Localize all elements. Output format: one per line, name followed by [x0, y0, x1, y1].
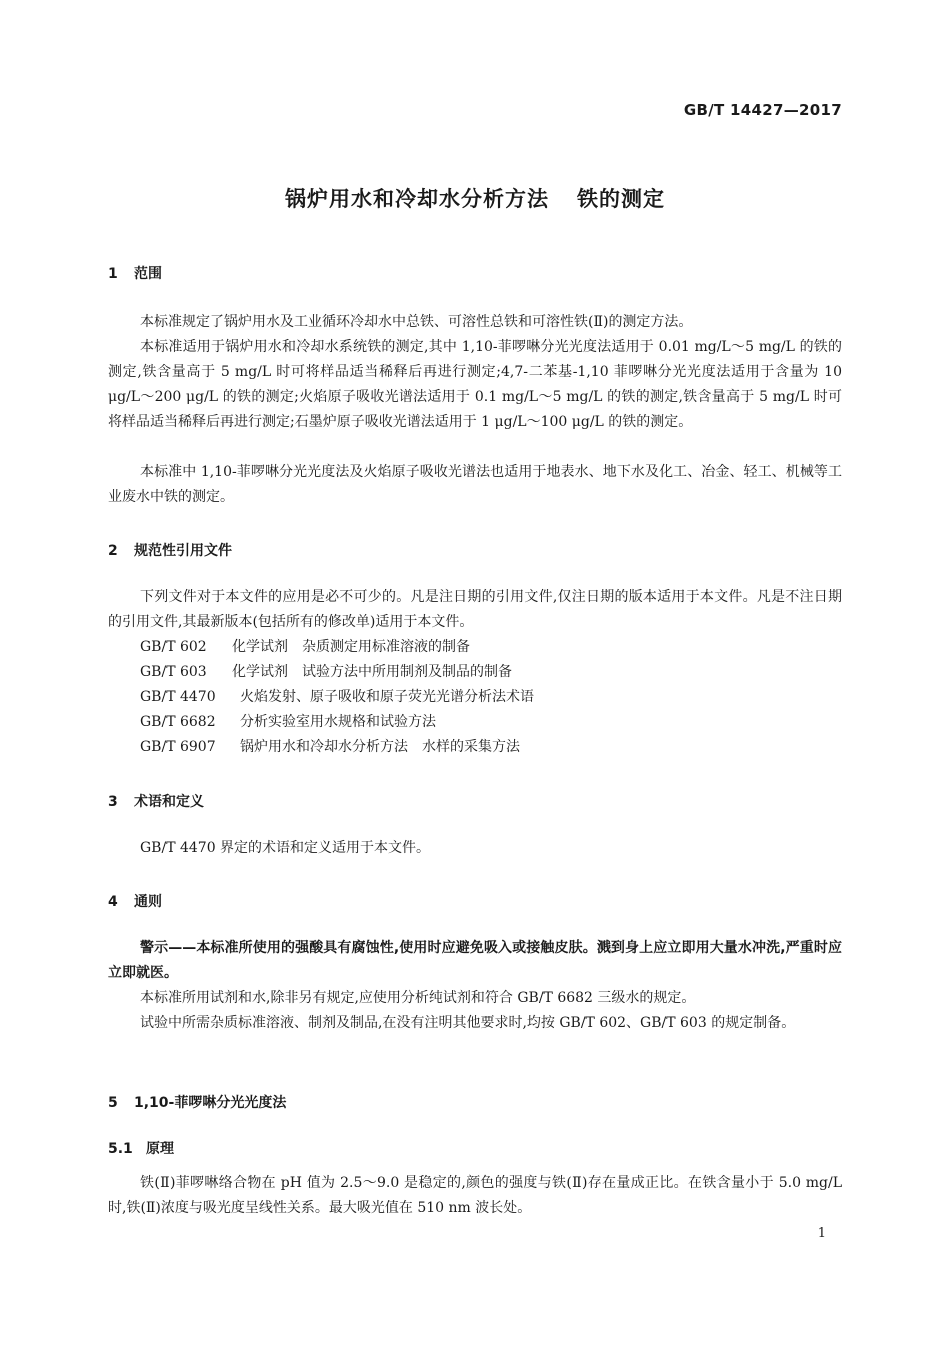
page-number: 1 — [817, 1226, 826, 1241]
section-title: 1,10-菲啰啉分光光度法 — [134, 1095, 287, 1111]
reference-item — [140, 710, 436, 735]
reference-item — [140, 660, 512, 685]
section-4-heading — [108, 891, 162, 911]
reference-title: 分析实验室用水规格和试验方法 — [240, 714, 436, 730]
standard-code: GB/T 14427—2017 — [683, 101, 842, 119]
section-1-para-1: 本标准规定了锅炉用水及工业循环冷却水中总铁、可溶性总铁和可溶性铁(Ⅱ)的测定方法。 — [140, 314, 693, 330]
section-2-heading — [108, 540, 232, 560]
section-3-heading — [108, 791, 204, 811]
subsection-title: 原理 — [146, 1141, 174, 1157]
reference-title: 火焰发射、原子吸收和原子荧光光谱分析法术语 — [240, 689, 534, 705]
title-sub: 铁的测定 — [577, 187, 665, 211]
section-number: 1 — [108, 266, 118, 282]
reference-title: 化学试剂 试验方法中所用制剂及制品的制备 — [232, 664, 512, 680]
section-title: 规范性引用文件 — [134, 543, 232, 559]
reference-code: GB/T 603 — [140, 664, 207, 680]
reference-title: 化学试剂 杂质测定用标准溶液的制备 — [232, 639, 470, 655]
section-2-intro: 下列文件对于本文件的应用是必不可少的。凡是注日期的引用文件,仅注日期的版本适用于本文件。凡是不注日期的引用文件,其最新版本(包括所有的修改单)适用于本文件。 — [108, 589, 842, 630]
section-1-para-2: 本标准适用于锅炉用水和冷却水系统铁的测定,其中 1,10-菲啰啉分光光度法适用于 0.01 mg/L～5 mg/L 的铁的测定,铁含量高于 5 mg/L 时可将样品适当稀释后再进行测定;4,7-二苯基-1,10 菲啰啉分光光度法适用于含量为 10 μg/L～200 μg/L 的铁的测定;火焰原子吸收光谱法适用于 0.1 mg/L～5 mg/L 的铁的测定,铁含量高于 5 mg/L 时可将样品适当稀释后再进行测定;石墨炉原子吸收光谱法适用于 1 μg/L～100 μg/L 的铁的测定。 — [108, 339, 842, 430]
section-number: 2 — [108, 543, 118, 559]
document-title — [0, 183, 950, 213]
section-title: 范围 — [134, 266, 162, 282]
section-3-para: GB/T 4470 界定的术语和定义适用于本文件。 — [140, 840, 431, 856]
reference-item — [140, 735, 520, 760]
reference-title: 锅炉用水和冷却水分析方法 水样的采集方法 — [240, 739, 520, 755]
section-1-heading — [108, 263, 162, 283]
section-number: 4 — [108, 894, 118, 910]
warning-paragraph: 警示——本标准所使用的强酸具有腐蚀性,使用时应避免吸入或接触皮肤。溅到身上应立即用大量水冲洗,严重时应立即就医。 — [108, 940, 842, 981]
section-number: 3 — [108, 794, 118, 810]
reference-code: GB/T 602 — [140, 639, 207, 655]
reference-code: GB/T 6907 — [140, 739, 216, 755]
subsection-5-1-heading — [108, 1138, 174, 1158]
section-5-heading — [108, 1092, 286, 1112]
section-1-para-3: 本标准中 1,10-菲啰啉分光光度法及火焰原子吸收光谱法也适用于地表水、地下水及化工、冶金、轻工、机械等工业废水中铁的测定。 — [108, 464, 842, 505]
reference-item — [140, 685, 534, 710]
section-number: 5 — [108, 1095, 118, 1111]
reference-code: GB/T 4470 — [140, 689, 216, 705]
section-title: 术语和定义 — [134, 794, 204, 810]
title-main: 锅炉用水和冷却水分析方法 — [285, 187, 549, 211]
subsection-5-1-para: 铁(Ⅱ)菲啰啉络合物在 pH 值为 2.5～9.0 是稳定的,颜色的强度与铁(Ⅱ)存在量成正比。在铁含量小于 5.0 mg/L 时,铁(Ⅱ)浓度与吸光度呈线性关系。最大吸光值在 510 nm 波长处。 — [108, 1175, 842, 1216]
section-title: 通则 — [134, 894, 162, 910]
reference-item — [140, 635, 470, 660]
subsection-number: 5.1 — [108, 1141, 133, 1157]
section-4-para-2: 试验中所需杂质标准溶液、制剂及制品,在没有注明其他要求时,均按 GB/T 602、GB/T 603 的规定制备。 — [140, 1015, 796, 1031]
reference-code: GB/T 6682 — [140, 714, 216, 730]
section-4-para-1: 本标准所用试剂和水,除非另有规定,应使用分析纯试剂和符合 GB/T 6682 三级水的规定。 — [140, 990, 696, 1006]
